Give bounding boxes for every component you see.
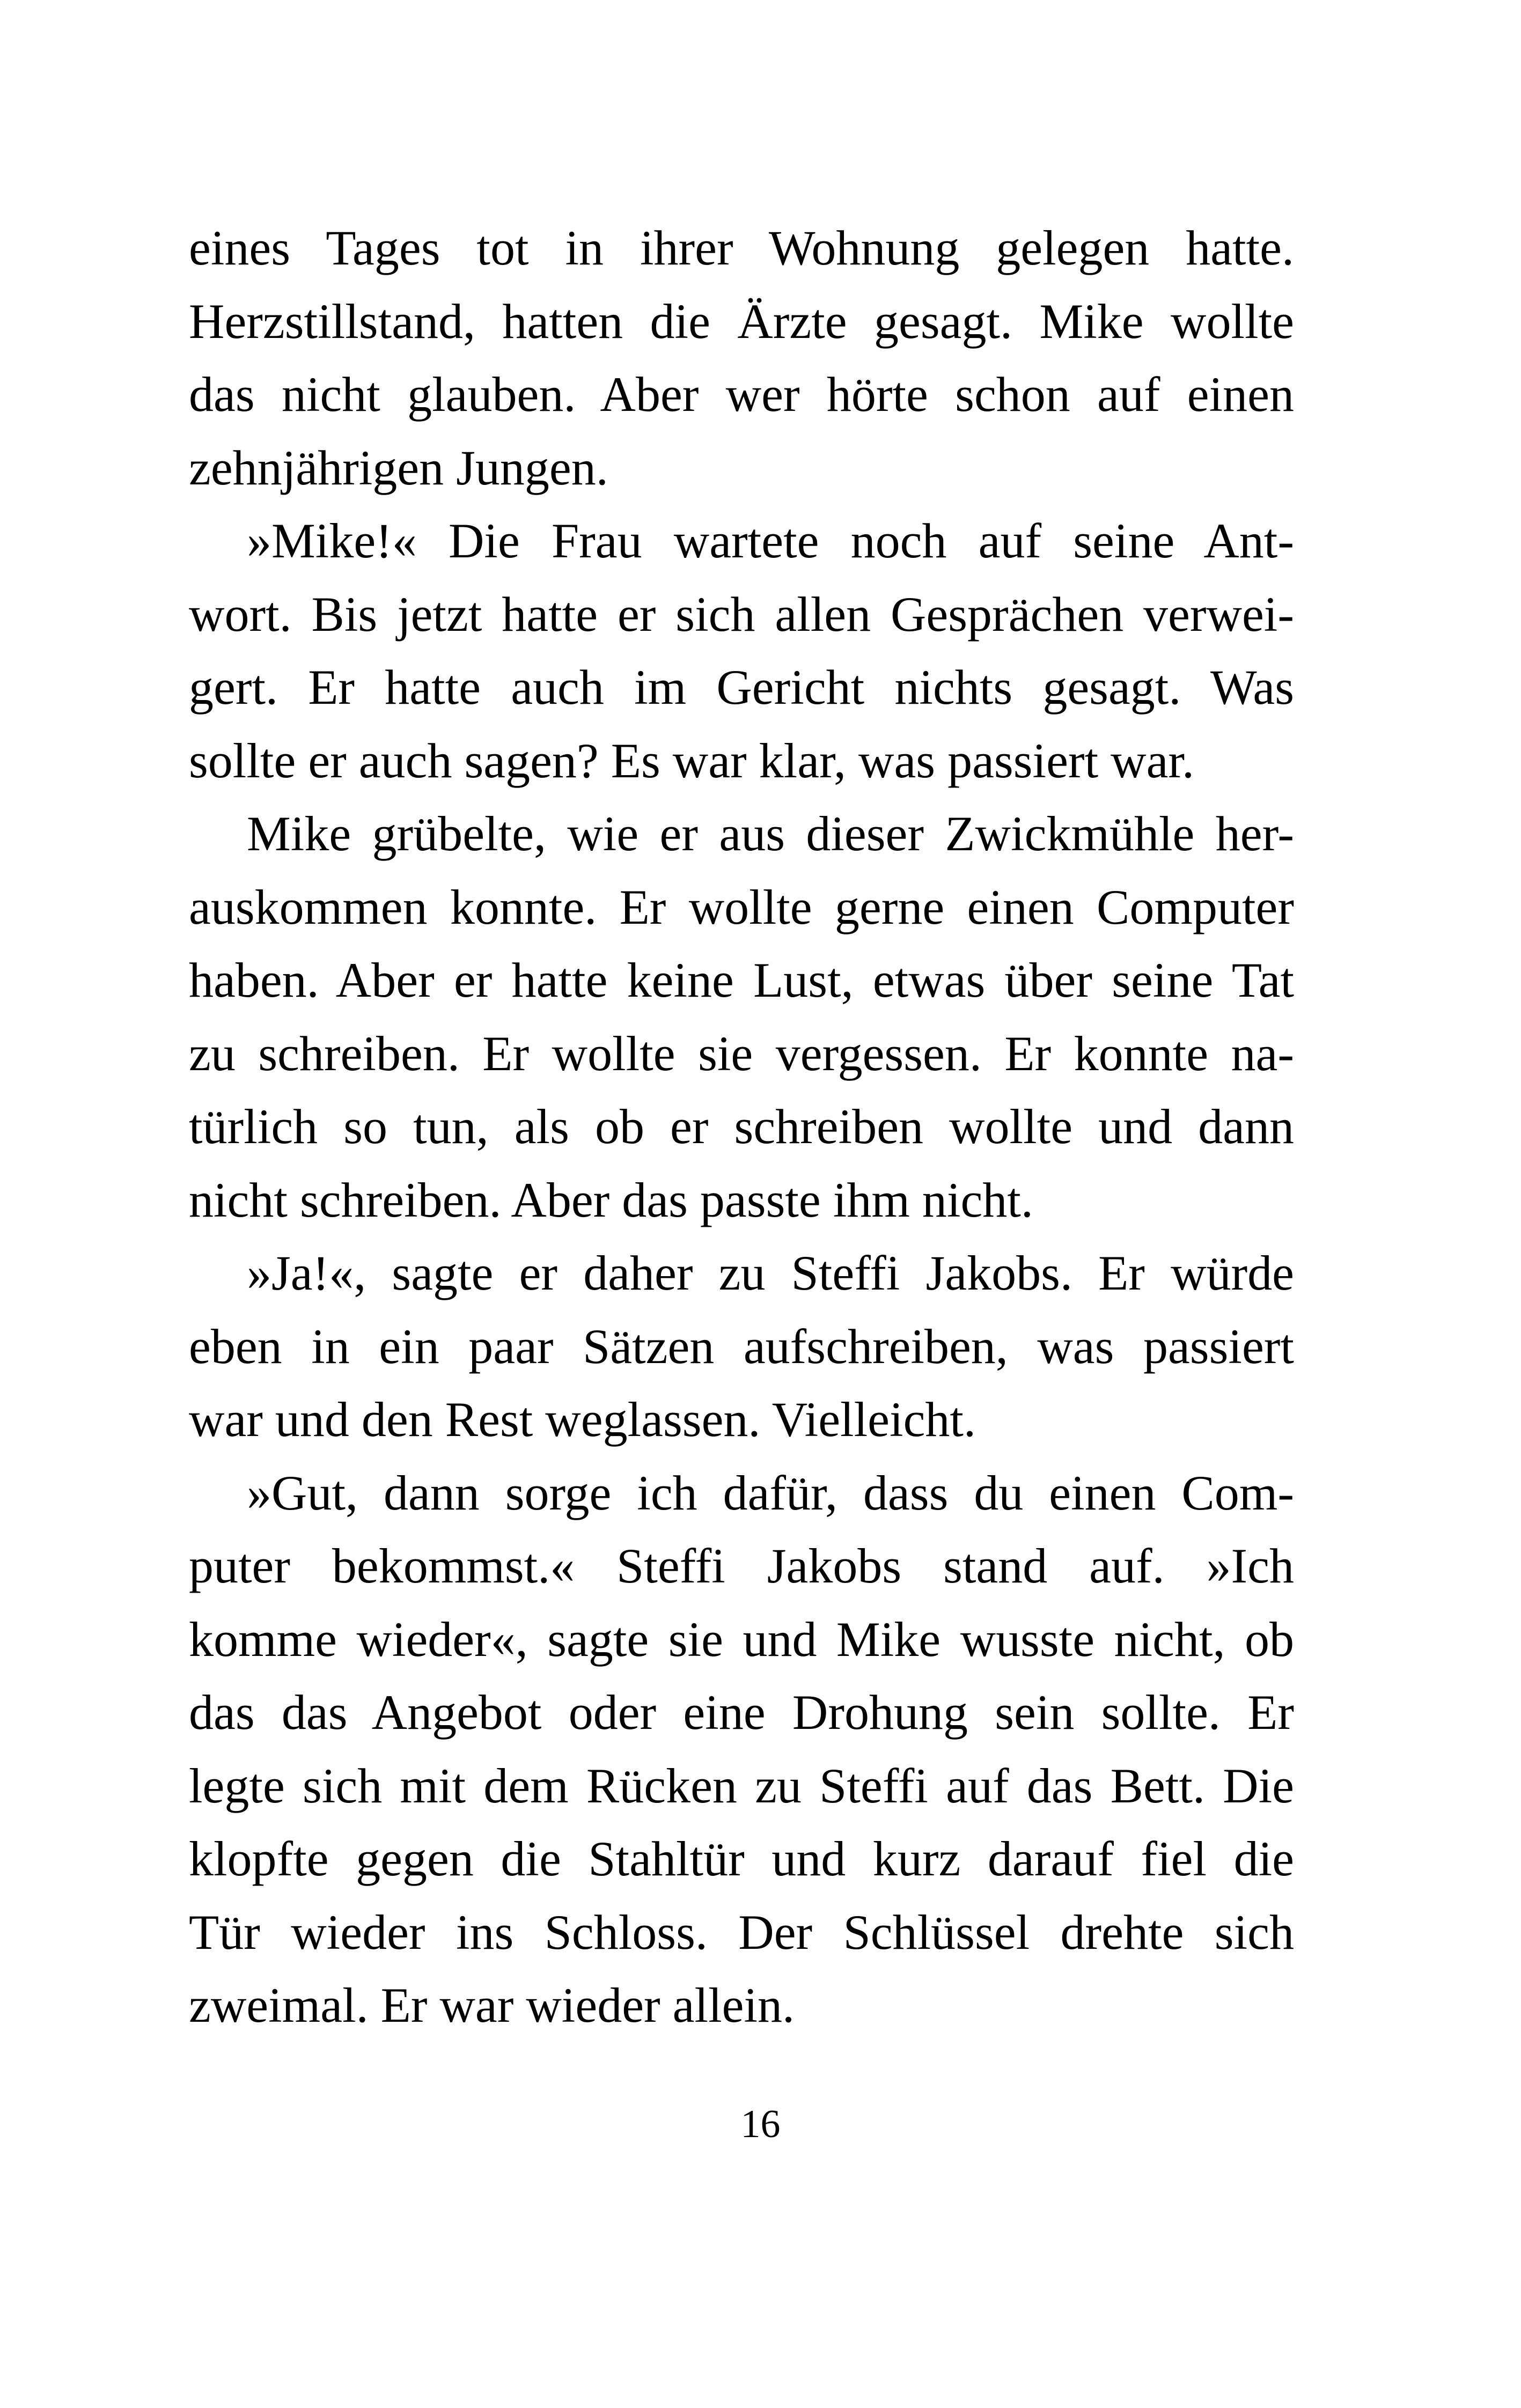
text-line: wort. Bis jetzt hatte er sich allen Gesprächen verwei-: [189, 586, 1294, 642]
text-line: zweimal. Er war wieder allein.: [189, 1978, 795, 2033]
text-line: eben in ein paar Sätzen aufschreiben, was passiert: [189, 1319, 1294, 1374]
text-line: »Gut, dann sorge ich dafür, dass du einen Com-: [247, 1465, 1294, 1520]
text-line: zehnjährigen Jungen.: [189, 440, 608, 495]
text-line: Herzstillstand, hatten die Ärzte gesagt. Mike wollte: [189, 293, 1294, 349]
text-line: gert. Er hatte auch im Gericht nichts gesagt. Was: [189, 660, 1294, 715]
page-number: 16: [740, 2102, 781, 2146]
text-line: das das Angebot oder eine Drohung sein sollte. Er: [189, 1685, 1294, 1740]
text-line: klopfte gegen die Stahltür und kurz darauf fiel die: [189, 1831, 1294, 1886]
text-line: türlich so tun, als ob er schreiben wollte und dann: [189, 1099, 1294, 1154]
text-line: war und den Rest weglassen. Vielleicht.: [189, 1392, 976, 1447]
text-line: legte sich mit dem Rücken zu Steffi auf das Bett. Die: [189, 1758, 1294, 1813]
text-line: nicht schreiben. Aber das passte ihm nicht.: [189, 1172, 1033, 1227]
text-line: komme wieder«, sagte sie und Mike wusste nicht, ob: [189, 1611, 1294, 1667]
text-line: auskommen konnte. Er wollte gerne einen Computer: [189, 879, 1294, 934]
text-line: das nicht glauben. Aber wer hörte schon auf einen: [189, 367, 1294, 422]
text-line: zu schreiben. Er wollte sie vergessen. Er konnte na-: [189, 1026, 1294, 1081]
body-text: [189, 211, 1294, 2042]
text-line: haben. Aber er hatte keine Lust, etwas über seine Tat: [189, 953, 1294, 1007]
text-line: puter bekommst.« Steffi Jakobs stand auf. »Ich: [189, 1538, 1294, 1593]
text-line: »Mike!« Die Frau wartete noch auf seine Ant-: [247, 513, 1294, 568]
text-line: Tür wieder ins Schloss. Der Schlüssel drehte sich: [189, 1904, 1294, 1960]
text-line: eines Tages tot in ihrer Wohnung gelegen hatte.: [189, 220, 1294, 275]
text-line: »Ja!«, sagte er daher zu Steffi Jakobs. Er würde: [247, 1246, 1294, 1300]
text-line: sollte er auch sagen? Es war klar, was passiert war.: [189, 733, 1194, 788]
text-line: Mike grübelte, wie er aus dieser Zwickmühle her-: [247, 806, 1294, 861]
